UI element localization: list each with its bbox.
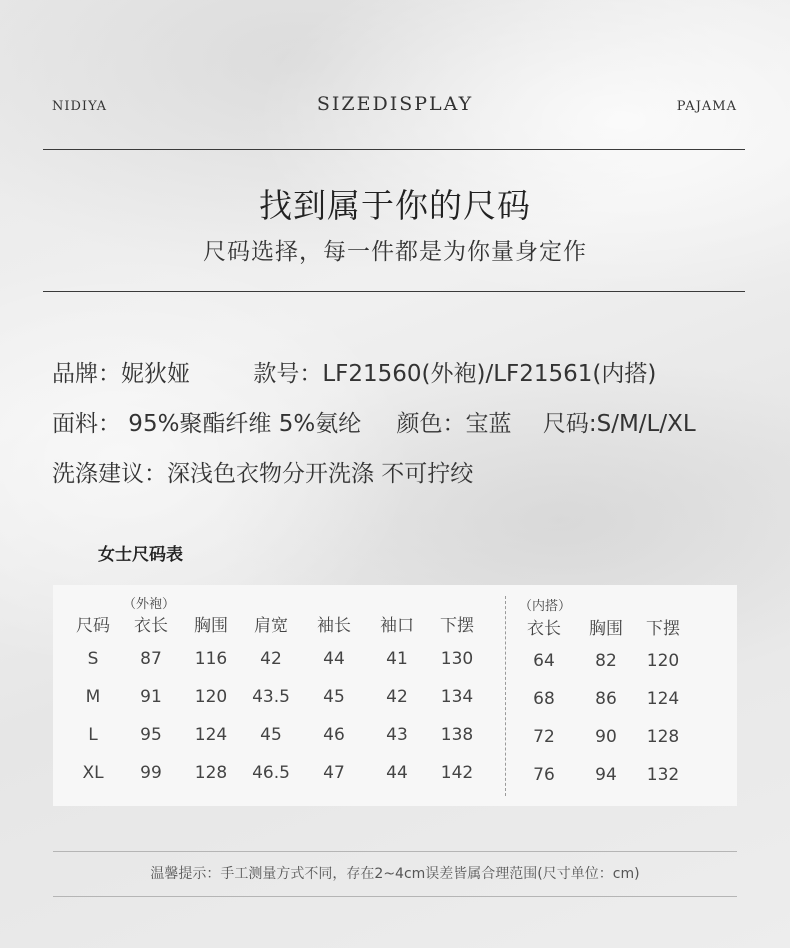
outer-group-label: （外袍） bbox=[123, 597, 176, 612]
footer-top-rule bbox=[53, 851, 737, 852]
inner-table-cell: 72 bbox=[533, 727, 555, 747]
category-label: PAJAMA bbox=[676, 99, 737, 114]
outer-table-cell: 128 bbox=[194, 763, 228, 783]
outer-table-cell: 124 bbox=[194, 725, 228, 745]
inner-table-cell: 120 bbox=[646, 651, 680, 671]
outer-table-cell: 41 bbox=[386, 649, 408, 669]
hero-subtitle: 尺码选择，每一件都是为你量身定作 bbox=[203, 239, 587, 265]
outer-column-header: 袖口 bbox=[380, 616, 414, 636]
brand-name-left: NIDIYA bbox=[52, 99, 108, 114]
inner-column-header: 胸围 bbox=[589, 619, 623, 639]
footer-bottom-rule bbox=[53, 896, 737, 897]
outer-table-cell: 46.5 bbox=[252, 763, 290, 783]
outer-column-header: 尺码 bbox=[76, 616, 110, 636]
size-chart-label: 女士尺码表 bbox=[98, 545, 183, 565]
inner-column-header: 下摆 bbox=[646, 619, 680, 639]
page-heading: SIZEDISPLAY bbox=[316, 93, 474, 115]
wash-info: 洗涤建议：深浅色衣物分开洗涤 不可拧绞 bbox=[52, 461, 474, 487]
outer-table-cell: 42 bbox=[386, 687, 408, 707]
inner-table-cell: 68 bbox=[533, 689, 555, 709]
outer-column-header: 袖长 bbox=[317, 616, 351, 636]
outer-table-cell: 43 bbox=[386, 725, 408, 745]
footer-note: 温馨提示：手工测量方式不同，存在2~4cm误差皆属合理范围(尺寸单位：cm) bbox=[150, 866, 640, 882]
outer-table-cell: 44 bbox=[386, 763, 408, 783]
outer-table-cell: 138 bbox=[440, 725, 474, 745]
outer-table-cell: 47 bbox=[323, 763, 345, 783]
info-line-3 bbox=[52, 455, 473, 488]
size-label-cell: S bbox=[87, 649, 99, 669]
outer-table-cell: 99 bbox=[140, 763, 162, 783]
hero-title: 找到属于你的尺码 bbox=[259, 186, 531, 225]
size-label-cell: M bbox=[85, 687, 101, 707]
outer-table-cell: 116 bbox=[194, 649, 228, 669]
size-label-cell: L bbox=[88, 725, 98, 745]
size-info: 尺码:S/M/L/XL bbox=[542, 411, 696, 437]
outer-table-cell: 45 bbox=[260, 725, 282, 745]
outer-table-cell: 46 bbox=[323, 725, 345, 745]
outer-table-cell: 130 bbox=[440, 649, 474, 669]
inner-table-cell: 64 bbox=[533, 651, 555, 671]
outer-column-header: 肩宽 bbox=[254, 616, 288, 636]
outer-table-cell: 142 bbox=[440, 763, 474, 783]
inner-table-cell: 82 bbox=[595, 651, 617, 671]
size-label-cell: XL bbox=[82, 763, 104, 783]
inner-table-cell: 128 bbox=[646, 727, 680, 747]
brand-info: 品牌：妮狄娅 bbox=[52, 361, 190, 387]
outer-column-header: 衣长 bbox=[134, 616, 168, 636]
size-table bbox=[53, 585, 737, 806]
inner-table-cell: 86 bbox=[595, 689, 617, 709]
info-line-2 bbox=[52, 405, 696, 438]
outer-table-cell: 42 bbox=[260, 649, 282, 669]
outer-table-cell: 87 bbox=[140, 649, 162, 669]
color-info: 颜色：宝蓝 bbox=[396, 411, 512, 437]
info-line-1 bbox=[52, 355, 656, 388]
outer-table-cell: 134 bbox=[440, 687, 474, 707]
fabric-info: 面料： 95%聚酯纤维 5%氨纶 bbox=[52, 411, 362, 437]
inner-group-label: （内搭） bbox=[519, 599, 572, 614]
outer-column-header: 下摆 bbox=[440, 616, 474, 636]
inner-column-header: 衣长 bbox=[527, 619, 561, 639]
inner-table-cell: 90 bbox=[595, 727, 617, 747]
outer-table-cell: 95 bbox=[140, 725, 162, 745]
outer-table-cell: 91 bbox=[140, 687, 162, 707]
style-number-info: 款号：LF21560(外袍)/LF21561(内搭) bbox=[253, 361, 657, 387]
outer-table-cell: 43.5 bbox=[252, 687, 290, 707]
outer-column-header: 胸围 bbox=[194, 616, 228, 636]
hero-divider bbox=[43, 291, 745, 292]
inner-table-cell: 124 bbox=[646, 689, 680, 709]
inner-table-cell: 76 bbox=[533, 765, 555, 785]
outer-table-cell: 45 bbox=[323, 687, 345, 707]
inner-table-cell: 94 bbox=[595, 765, 617, 785]
outer-table-cell: 44 bbox=[323, 649, 345, 669]
table-divider bbox=[505, 596, 506, 796]
outer-table-cell: 120 bbox=[194, 687, 228, 707]
inner-table-cell: 132 bbox=[646, 765, 680, 785]
top-divider bbox=[43, 149, 745, 150]
